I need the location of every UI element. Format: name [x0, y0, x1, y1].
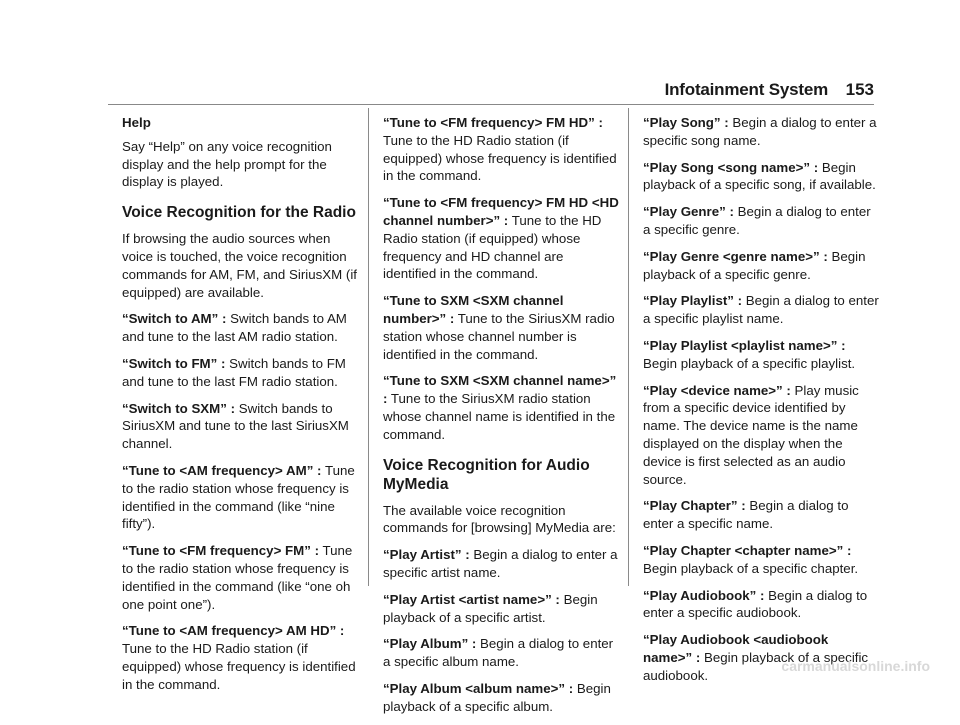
command-term: “Play Artist” : [383, 547, 470, 563]
command-term: “Play Chapter <chapter name>” : [643, 542, 852, 558]
command-term: “Play Genre <genre name>” : [643, 248, 828, 264]
command-description: Play music from a specific device identified by name. The device name is the name displayed on the display when the device is first selected as an audio source. [643, 382, 859, 487]
command-entry [643, 382, 879, 489]
command-description: Begin a dialog to enter a specific genre. [643, 204, 871, 237]
command-term: “Play Playlist” : [643, 293, 743, 309]
command-entry [383, 194, 619, 283]
command-entry [122, 622, 358, 693]
command-entry [643, 248, 879, 284]
command-term: “Tune to SXM <SXM channel number>” : [383, 293, 564, 326]
command-entry [383, 292, 619, 363]
command-list [643, 114, 879, 685]
command-entry [383, 372, 619, 443]
command-term: “Play Audiobook <audiobook name>” : [643, 632, 829, 665]
command-entry [122, 542, 358, 613]
command-description: Tune to the radio station whose frequency is identified in the command (like “nine fifty”). [122, 462, 355, 532]
command-description: Begin playback of a specific artist. [383, 591, 598, 625]
header-rule [108, 104, 874, 105]
command-entry [643, 587, 879, 623]
command-entry [643, 542, 879, 578]
command-description: Begin playback of a specific song, if available. [643, 159, 876, 193]
command-term: “Tune to SXM <SXM channel name>” : [383, 373, 617, 407]
command-description: Begin a dialog to enter a specific artist name. [383, 547, 618, 580]
command-list [122, 310, 358, 693]
column-divider [628, 108, 629, 586]
command-description: Tune to the HD Radio station (if equipped) whose frequency is identified in the command. [122, 641, 356, 692]
command-description: Begin playback of a specific album. [383, 680, 611, 714]
command-term: “Play Album” : [383, 636, 477, 652]
command-description: Tune to the radio station whose frequency is identified in the command (like “one oh one point one”). [122, 543, 353, 612]
command-description: Tune to the SiriusXM radio station whose channel number is identified in the command. [383, 310, 615, 362]
command-entry [383, 114, 619, 185]
command-description: Tune to the SiriusXM radio station whose channel name is identified in the command. [383, 391, 616, 442]
command-description: Begin playback of a specific playlist. [643, 355, 856, 371]
command-entry [383, 635, 619, 671]
command-entry [643, 292, 879, 328]
command-description: Begin a dialog to enter a specific song name. [643, 115, 877, 148]
column-1 [122, 114, 358, 703]
command-description: Begin playback of a specific genre. [643, 248, 866, 282]
command-list [383, 114, 619, 444]
column-2 [383, 114, 619, 725]
media-intro: The available voice recognition commands for [browsing] MyMedia are: [383, 502, 616, 536]
command-term: “Play Album <album name>” : [383, 680, 574, 696]
command-description: Begin playback of a specific audiobook. [643, 649, 869, 683]
command-term: “Play Audiobook” : [643, 587, 765, 603]
command-entry [643, 159, 879, 195]
media-heading: Voice Recognition for Audio MyMedia [383, 456, 590, 493]
help-text: Say “Help” on any voice recognition display and the help prompt for the display is played. [122, 138, 332, 190]
command-description: Switch bands to FM and tune to the last FM radio station. [122, 355, 346, 389]
command-description: Tune to the HD Radio station (if equipped) whose frequency is identified in the command. [383, 132, 617, 184]
section-title: Infotainment System [664, 80, 828, 99]
command-term: “Play Song” : [643, 115, 729, 130]
command-term: “Play Song <song name>” : [643, 159, 819, 175]
watermark: carmanualsonline.info [781, 658, 930, 674]
command-entry [643, 337, 879, 373]
radio-intro: If browsing the audio sources when voice is touched, the voice recognition commands for AM, FM, and SiriusXM (if equipped) are available. [122, 231, 357, 300]
command-entry [383, 591, 619, 627]
command-description: Begin a dialog to enter a specific name. [643, 498, 849, 532]
command-term: “Switch to SXM” : [122, 400, 236, 416]
command-term: “Play Artist <artist name>” : [383, 591, 560, 607]
command-term: “Tune to <AM frequency> AM” : [122, 462, 322, 478]
help-heading: Help [122, 115, 151, 130]
command-term: “Play Playlist <playlist name>” : [643, 337, 846, 353]
command-description: Begin a dialog to enter a specific audiobook. [643, 587, 868, 621]
column-divider [368, 108, 369, 586]
command-list [383, 546, 619, 715]
column-3 [643, 114, 879, 694]
command-entry [383, 680, 619, 716]
command-entry [122, 310, 358, 346]
command-entry [383, 546, 619, 582]
radio-heading: Voice Recognition for the Radio [122, 204, 356, 222]
command-term: “Play Genre” : [643, 204, 734, 220]
command-entry [122, 400, 358, 453]
command-description: Tune to the HD Radio station (if equipped) whose frequency and HD channel are identified in the command. [383, 212, 602, 282]
command-term: “Play <device name>” : [643, 382, 791, 398]
command-term: “Tune to <FM frequency> FM HD” : [383, 115, 603, 130]
command-description: Switch bands to SiriusXM and tune to the last SiriusXM channel. [122, 400, 349, 452]
command-entry [643, 497, 879, 533]
command-entry [643, 203, 879, 239]
command-term: “Play Chapter” : [643, 498, 746, 514]
command-term: “Tune to <AM frequency> AM HD” : [122, 623, 345, 639]
command-entry [643, 114, 879, 150]
command-description: Begin a dialog to enter a specific album name. [383, 636, 614, 670]
command-term: “Tune to <FM frequency> FM” : [122, 543, 319, 559]
command-entry [122, 462, 358, 533]
page-number: 153 [845, 80, 874, 99]
command-term: “Switch to AM” : [122, 311, 227, 327]
command-description: Begin playback of a specific chapter. [643, 560, 859, 576]
command-term: “Switch to FM” : [122, 355, 226, 371]
command-term: “Tune to <FM frequency> FM HD <HD channel number>” : [383, 195, 619, 228]
command-description: Switch bands to AM and tune to the last AM radio station. [122, 311, 347, 345]
page-header [0, 78, 960, 106]
command-entry [122, 355, 358, 391]
command-description: Begin a dialog to enter a specific playlist name. [643, 293, 879, 327]
